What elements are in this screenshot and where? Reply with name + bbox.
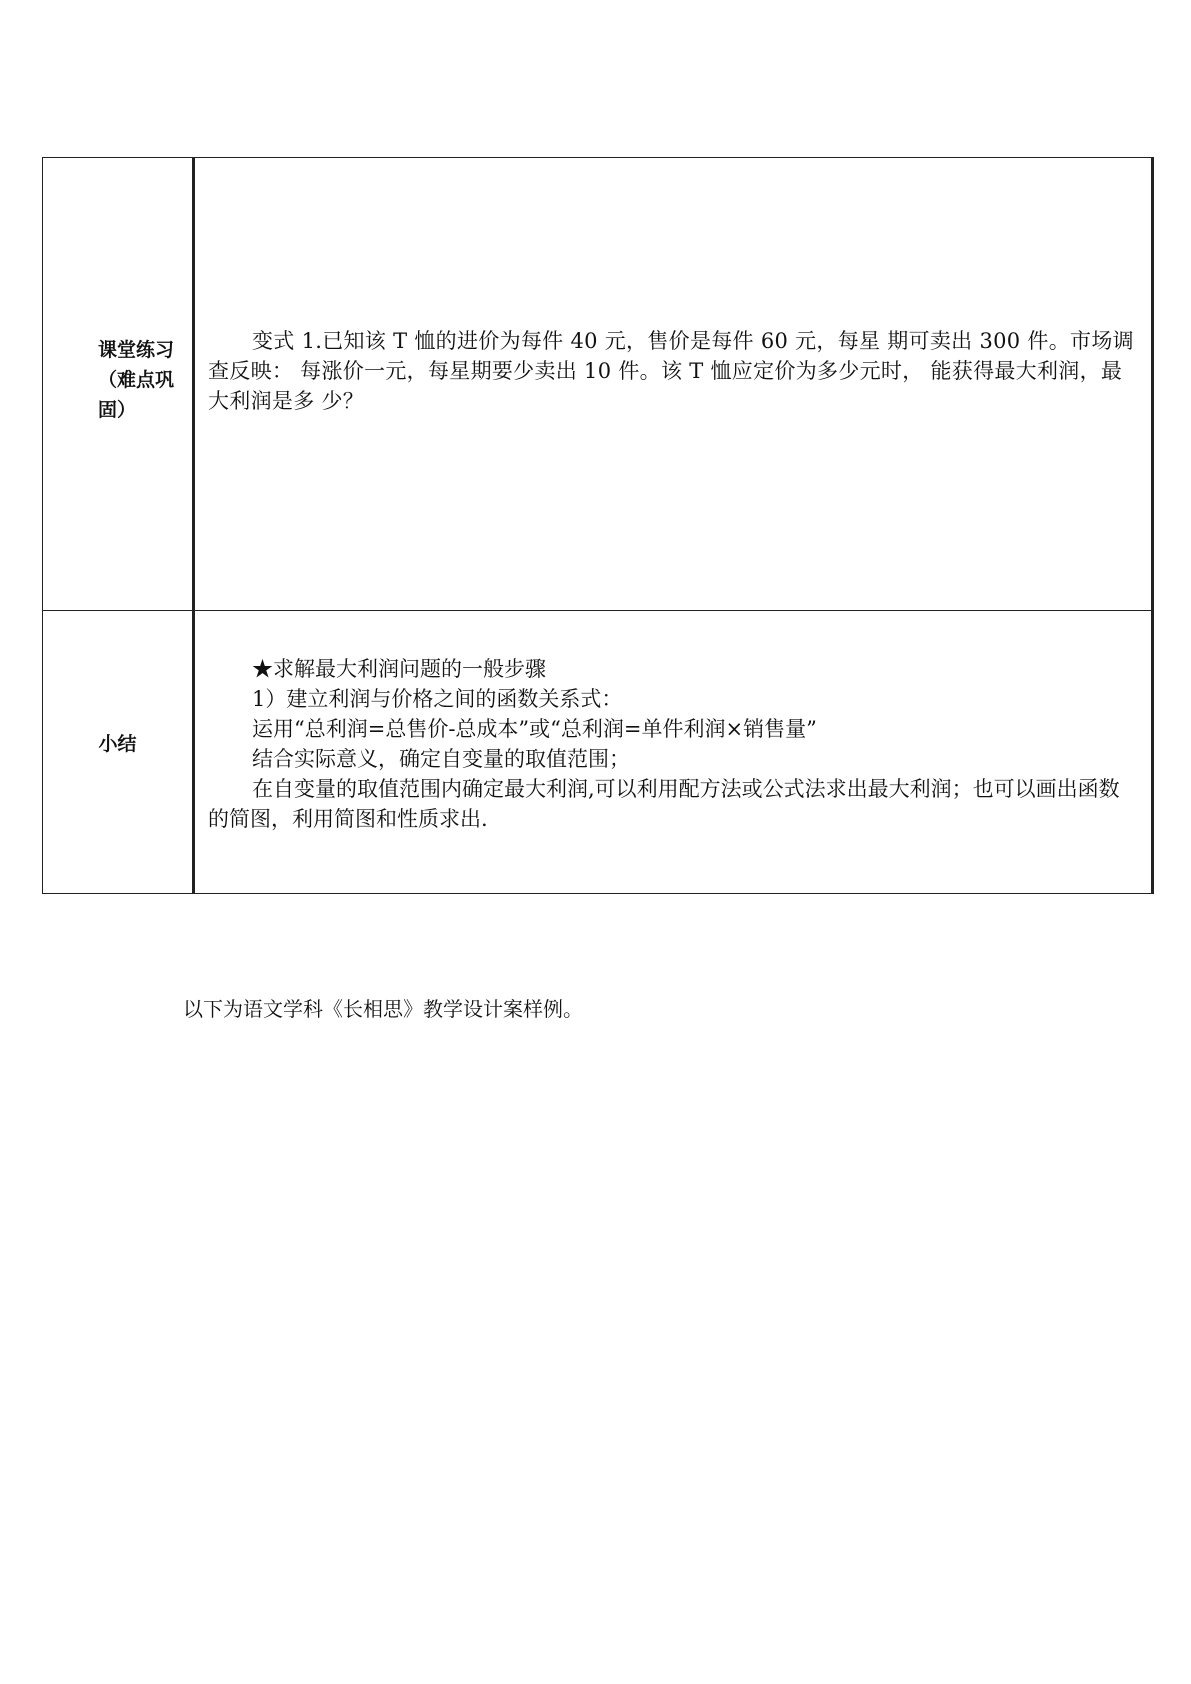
footer-note: 以下为语文学科《长相思》教学设计案样例。	[183, 997, 583, 1021]
summary-row	[43, 611, 1153, 894]
summary-label: 小结	[98, 733, 137, 755]
practice-content-cell	[194, 158, 1153, 611]
summary-step-line: 在自变量的取值范围内确定最大利润,可以利用配方法或公式法求出最大利润；也可以画出函数的简图，利用简图和性质求出.	[208, 777, 1120, 831]
summary-steps	[195, 654, 1151, 834]
practice-label-cell	[43, 158, 194, 611]
lesson-plan-table	[42, 157, 1154, 894]
practice-exercise-text: 变式 1.已知该 T 恤的进价为每件 40 元，售价是每件 60 元，每星 期可卖出 300 件。市场调查反映： 每涨价一元，每星期要少卖出 10 件。该 T 恤应定价为多少元时， 能获得最大利润，最大利润是多 少？	[208, 329, 1134, 413]
summary-step-line: 1）建立利润与价格之间的函数关系式：	[252, 687, 623, 711]
summary-content-cell	[194, 611, 1153, 894]
summary-step-line: 结合实际意义，确定自变量的取值范围；	[252, 747, 630, 771]
summary-heading: ★求解最大利润问题的一般步骤	[252, 657, 546, 681]
summary-label-cell	[43, 611, 194, 894]
practice-row	[43, 158, 1153, 611]
practice-label: 课堂练习（难点巩固）	[98, 339, 175, 421]
summary-step-line: 运用“总利润=总售价-总成本”或“总利润=单件利润×销售量”	[252, 717, 817, 741]
